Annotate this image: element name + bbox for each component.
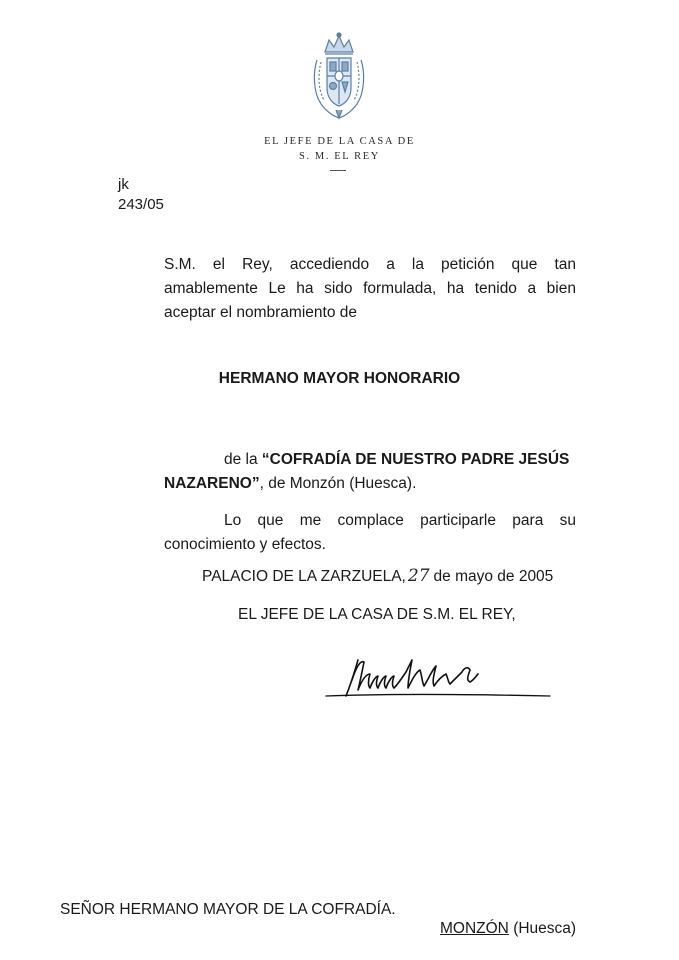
coat-of-arms-emblem — [303, 32, 375, 122]
recipient-city: MONZÓN — [440, 920, 509, 937]
date-day-handwritten: 27 — [407, 566, 430, 586]
recipient-line: SEÑOR HERMANO MAYOR DE LA COFRADÍA. — [60, 901, 396, 918]
letterhead-divider — [330, 170, 346, 171]
paragraph-petition-line-3: aceptar el nombramiento de — [164, 304, 358, 321]
paragraph-brotherhood-line-1 — [164, 448, 576, 472]
paragraph-petition-line-2: amablemente Le ha sido formulada, ha tenido a bien — [164, 280, 576, 297]
date-place: PALACIO DE LA ZARZUELA, — [202, 568, 406, 585]
reference-number: 243/05 — [118, 196, 164, 213]
appointment-title: HERMANO MAYOR HONORARIO — [218, 370, 461, 387]
brotherhood-location: , de Monzón (Huesca). — [259, 475, 417, 492]
paragraph-closing-line-1: Lo que me complace participarle para su — [224, 512, 576, 529]
paragraph-petition — [164, 253, 576, 325]
recipient-province: (Huesca) — [508, 920, 577, 937]
paragraph-closing — [164, 509, 576, 557]
reference-initials: jk — [118, 176, 129, 193]
brotherhood-name-part-1: “COFRADÍA DE NUESTRO PADRE JESÚS — [261, 451, 570, 468]
handwritten-signature — [318, 650, 558, 706]
paragraph-brotherhood — [164, 448, 576, 496]
paragraph-closing-line-2: conocimiento y efectos. — [164, 536, 326, 553]
paragraph-brotherhood-line-2 — [164, 472, 576, 496]
date-line — [202, 566, 553, 586]
signer-title: EL JEFE DE LA CASA DE S.M. EL REY, — [238, 606, 516, 623]
date-month-year: de mayo de 2005 — [433, 568, 554, 585]
brotherhood-prefix: de la — [224, 451, 262, 468]
brotherhood-name-part-2: NAZARENO” — [164, 475, 260, 492]
letterhead-line-2: S. M. EL REY — [299, 151, 380, 162]
paragraph-petition-line-1: S.M. el Rey, accediendo a la petición que tan — [164, 256, 576, 273]
letterhead-line-1: EL JEFE DE LA CASA DE — [264, 136, 415, 147]
recipient-place — [440, 920, 576, 938]
